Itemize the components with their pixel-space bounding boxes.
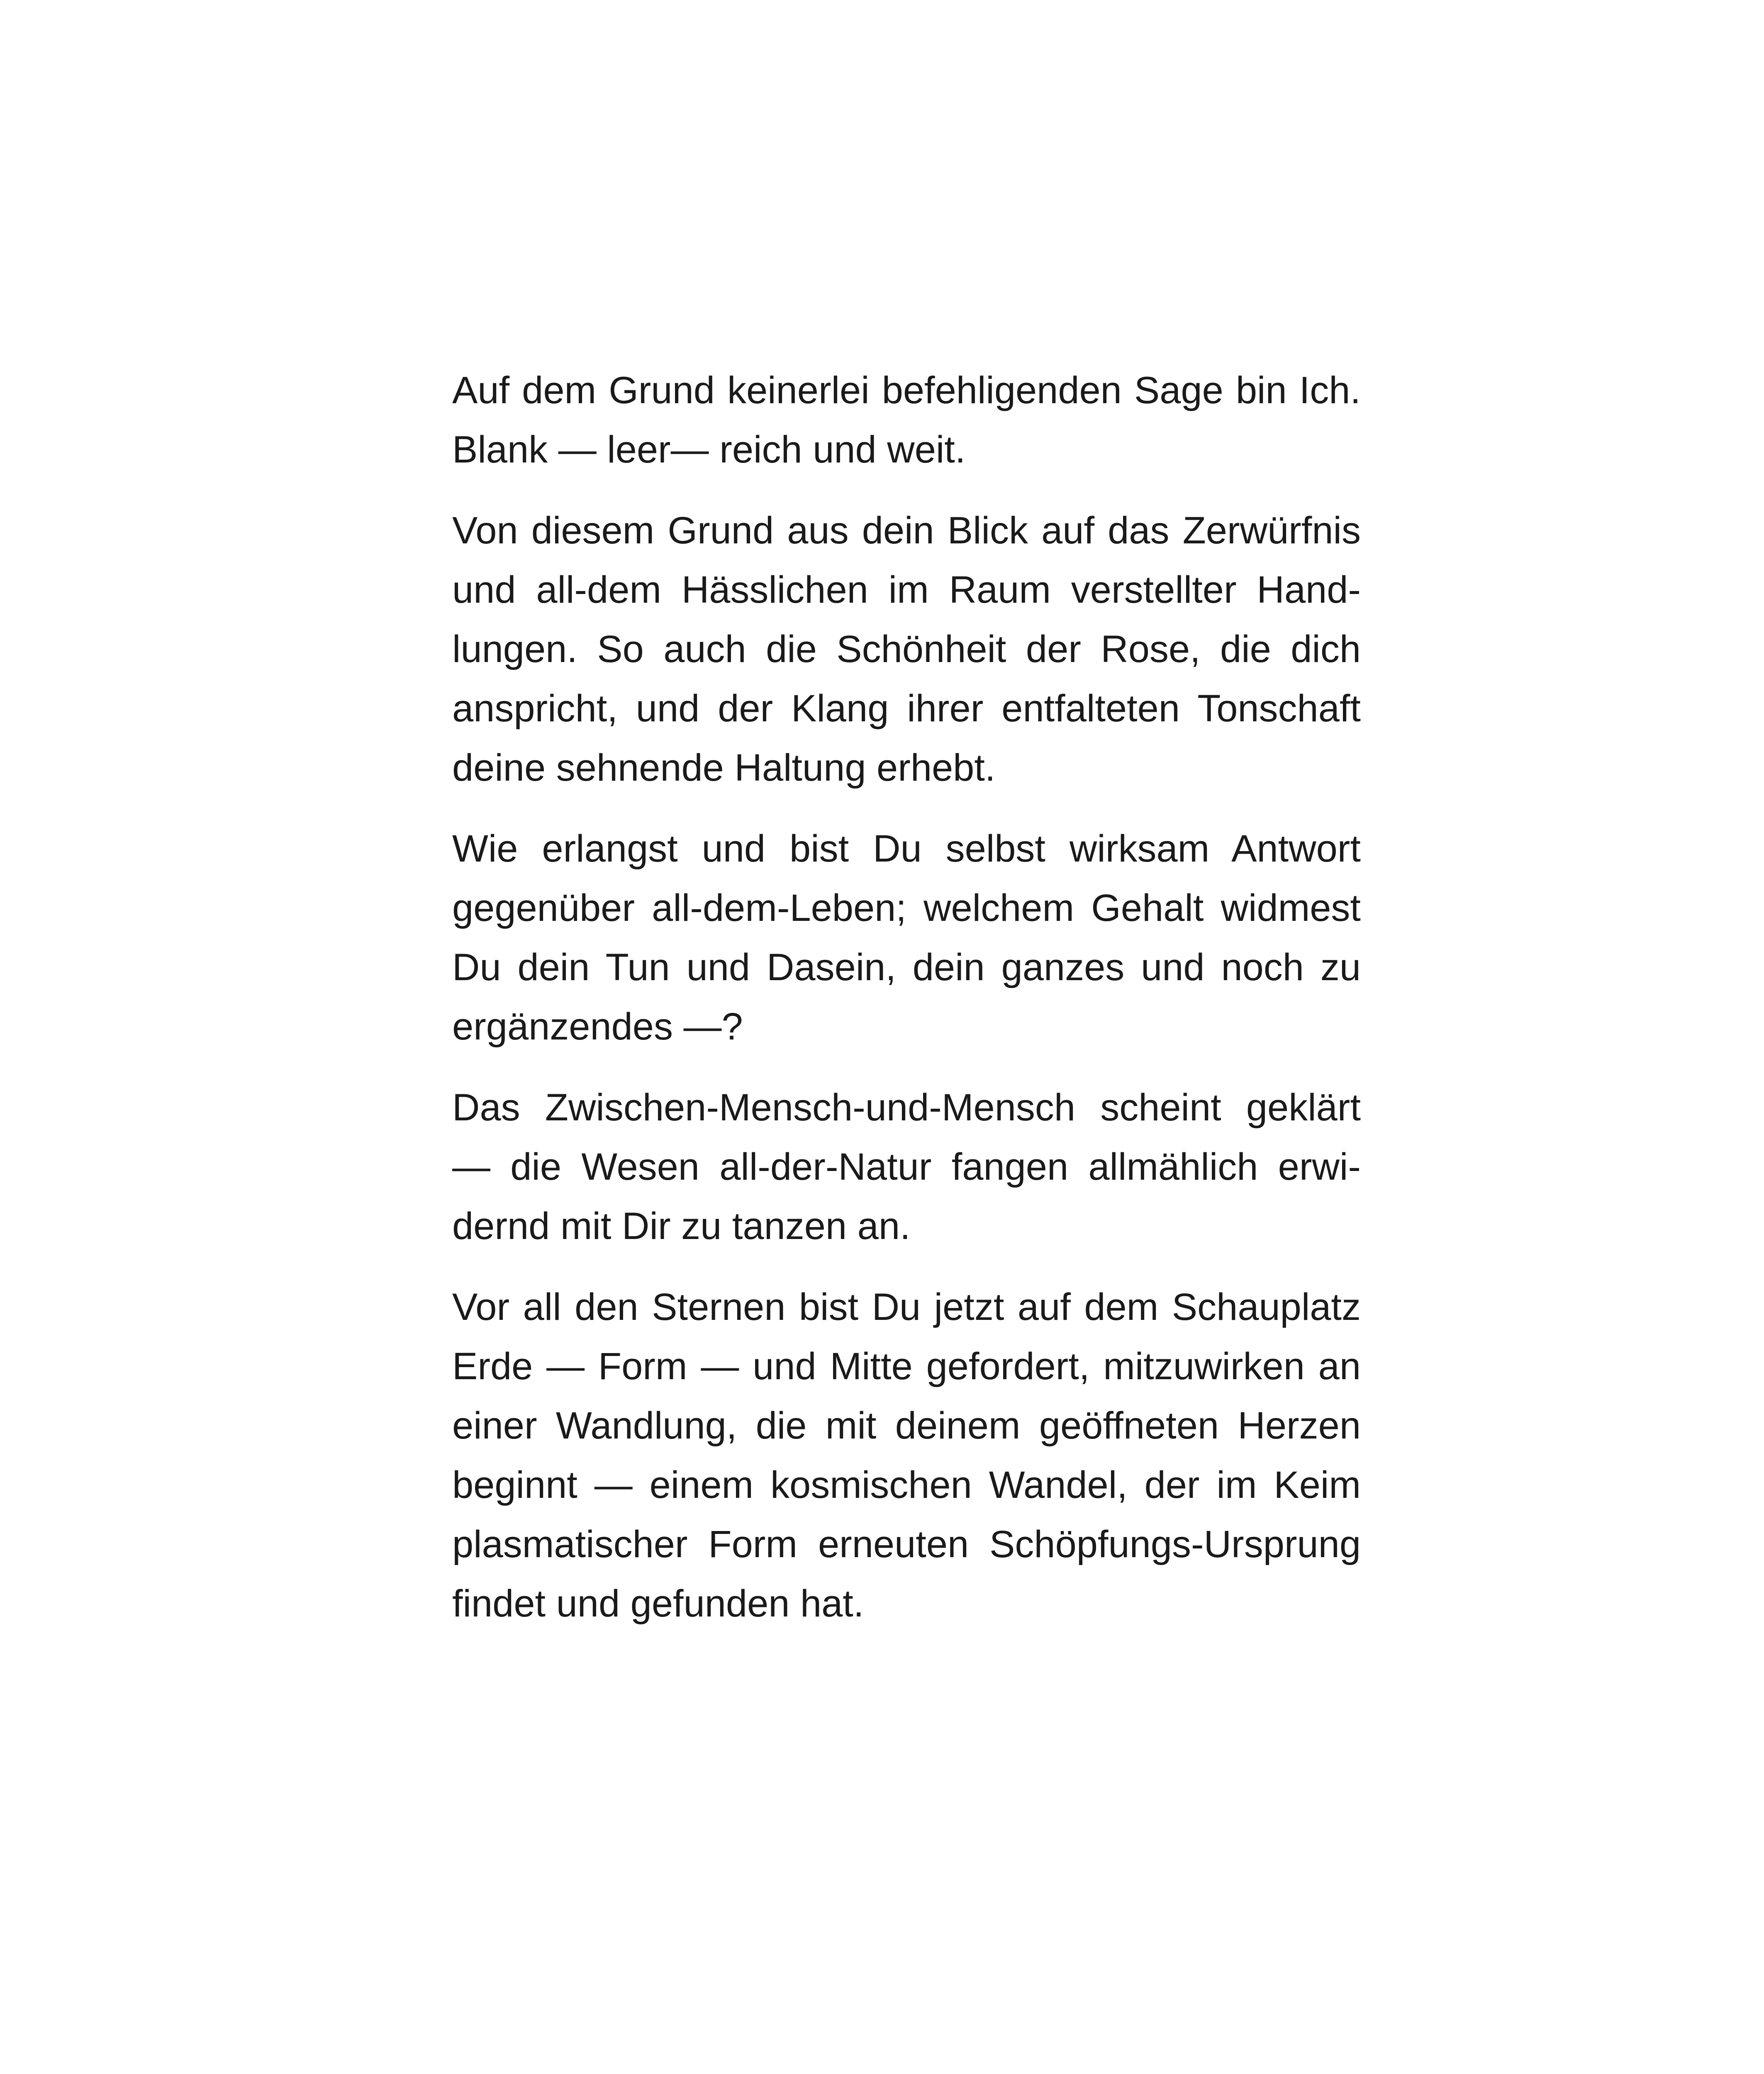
text-line: Auf dem Grund keinerlei befehligenden Sage bin Ich.	[452, 369, 1361, 411]
paragraph-3	[452, 819, 1361, 1056]
text-line: deine sehnende Haltung erhebt.	[452, 747, 996, 789]
paragraph-4	[452, 1078, 1361, 1256]
text-line: anspricht, und der Klang ihrer entfalteten Tonschaft	[452, 687, 1361, 730]
text-line: Erde — Form — und Mitte gefordert, mitzuwirken an	[452, 1345, 1361, 1388]
text-line: Das Zwischen-Mensch-und-Mensch scheint geklärt	[452, 1086, 1361, 1129]
text-line: Du dein Tun und Dasein, dein ganzes und noch zu	[452, 946, 1361, 988]
text-line: Wie erlangst und bist Du selbst wirksam Antwort	[452, 828, 1361, 870]
body-text	[452, 361, 1361, 1655]
text-line: Blank — leer— reich und weit.	[452, 428, 966, 471]
text-line: beginnt — einem kosmischen Wandel, der im Keim	[452, 1464, 1361, 1506]
text-line: einer Wandlung, die mit deinem geöffneten Herzen	[452, 1405, 1361, 1447]
text-line: plasmatischer Form erneuten Schöpfungs-Ursprung	[452, 1523, 1361, 1565]
text-line: — die Wesen all-der-Natur fangen allmählich erwi-	[452, 1146, 1361, 1188]
paragraph-2	[452, 501, 1361, 798]
text-line: Von diesem Grund aus dein Blick auf das Zerwürfnis	[452, 509, 1361, 552]
text-line: Vor all den Sternen bist Du jetzt auf dem Schauplatz	[452, 1286, 1361, 1328]
paragraph-5	[452, 1278, 1361, 1633]
text-line: findet und gefunden hat.	[452, 1582, 864, 1625]
text-line: ergänzendes —?	[452, 1005, 743, 1048]
paragraph-1	[452, 361, 1361, 480]
text-line: dernd mit Dir zu tanzen an.	[452, 1205, 911, 1247]
text-line: lungen. So auch die Schönheit der Rose, die dich	[452, 628, 1361, 670]
text-line: gegenüber all-dem-Leben; welchem Gehalt widmest	[452, 887, 1361, 929]
text-line: und all-dem Hässlichen im Raum verstellter Hand-	[452, 569, 1361, 611]
